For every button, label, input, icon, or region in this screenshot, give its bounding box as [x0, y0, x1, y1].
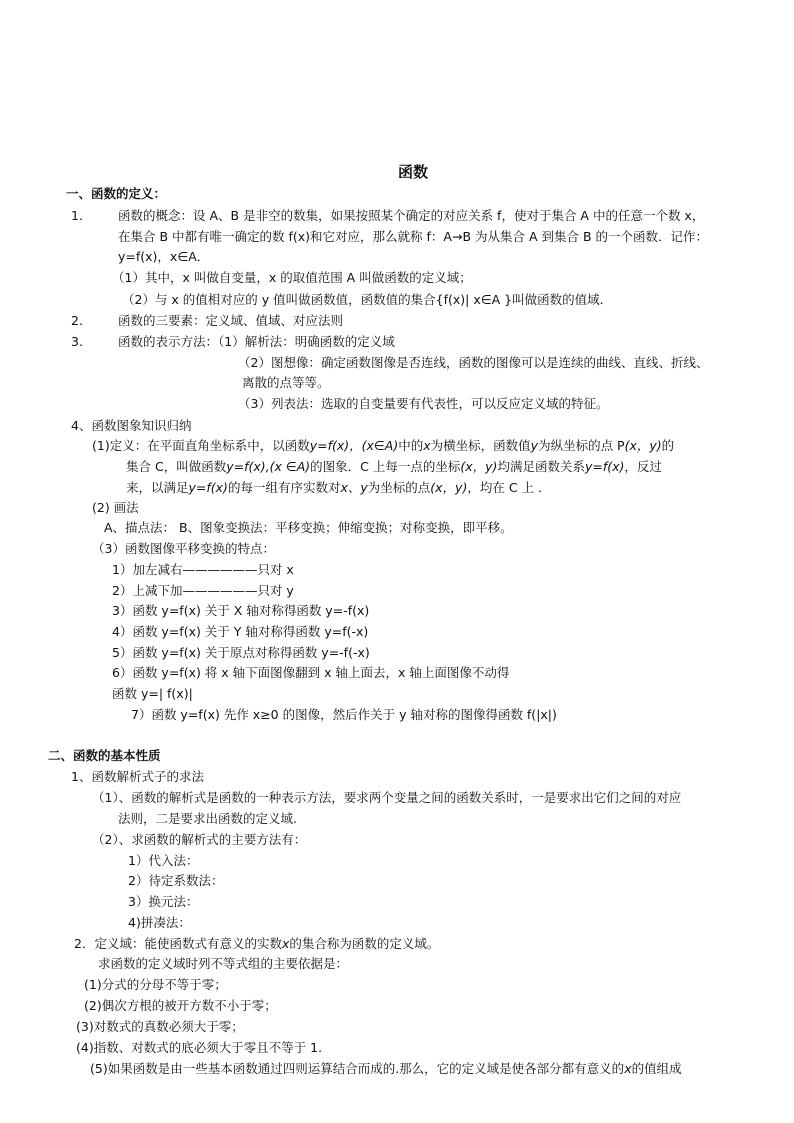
text-span: 的集合称为函数的定义域。 [289, 936, 440, 951]
s2-method-3: 3）换元法： [128, 894, 199, 909]
item-1-line-d: （1）其中，x 叫做自变量，x 的取值范围 A 叫做函数的定义域； [112, 270, 472, 285]
text-span: 的 [661, 438, 675, 453]
math-span: x [423, 438, 431, 453]
item-3-line-b: （2）图想像：确定函数图像是否连线，函数的图像可以是连续的曲线、直线、折线、 [238, 355, 709, 370]
math-span: x、y [340, 480, 368, 495]
transform-heading: （3）函数图像平移变换的特点： [92, 541, 275, 556]
drawing-method-heading: (2) 画法 [92, 500, 139, 515]
text-span: 中的 [398, 438, 424, 453]
item-3-line-d: （3）列表法：选取的自变量要有代表性，可以反应定义域的特征。 [238, 396, 609, 411]
s2-method-2: 2）待定系数法： [128, 873, 224, 888]
transform-rule-3: 3）函数 y=f(x) 关于 X 轴对称得函数 y=-f(x) [112, 603, 370, 618]
graph-definition-line-3 [126, 480, 551, 496]
item-1-line-a: 函数的概念：设 A、B 是非空的数集，如果按照某个确定的对应关系 f，使对于集合 A 中的任意一个数 x， [118, 208, 705, 223]
s2-condition-5 [90, 1061, 682, 1077]
item-2-number: 2. [71, 313, 83, 328]
text-span: 的每一组有序实数对 [227, 480, 341, 495]
item-3-line-c: 离散的点等等。 [242, 375, 330, 390]
math-span: x [624, 1061, 632, 1076]
item-1-number: 1. [71, 208, 83, 223]
s2-condition-2: (2)偶次方根的被开方数不小于零； [84, 998, 277, 1013]
transform-rule-1: 1）加左减右——————只对 x [112, 562, 294, 577]
page-title: 函数 [398, 163, 429, 181]
transform-rule-7: 7）函数 y=f(x) 先作 x≥0 的图像，然后作关于 y 轴对称的图像得函数 f(|x|) [131, 707, 557, 722]
item-3-number: 3. [71, 334, 83, 349]
math-span: (x，y) [624, 438, 662, 453]
s2-point-2 [74, 936, 439, 952]
drawing-methods: A、描点法： B、图象变换法：平移变换；伸缩变换；对称变换，即平移。 [104, 520, 513, 535]
s2-point-1a: （1）、函数的解析式是函数的一种表示方法，要求两个变量之间的函数关系时，一是要求出它们之间的对应 [92, 790, 682, 805]
item-1-line-b: 在集合 B 中都有唯一确定的数 f(x)和它对应，那么就称 f：A→B 为从集合 A 到集合 B 的一个函数．记作： [118, 229, 709, 244]
text-span: ，均在 C 上 ． [467, 480, 551, 495]
math-span: y [530, 438, 539, 453]
graph-definition-line-1 [92, 438, 674, 454]
graph-definition-line-2 [126, 459, 662, 475]
text-span: 集合 C，叫做函数 [126, 459, 227, 474]
text-span: 来，以满足 [126, 480, 189, 495]
text-span: 的值组成 [631, 1061, 682, 1076]
item-1-line-c: y=f(x)，x∈A． [118, 249, 210, 264]
text-span: 为横坐标，函数值 [430, 438, 531, 453]
transform-rule-2: 2）上减下加——————只对 y [112, 583, 294, 598]
text-span: 均满足函数关系 [497, 459, 585, 474]
math-span: (x，y) [460, 459, 498, 474]
text-span: 为纵坐标的点 P [538, 438, 625, 453]
section-1-heading: 一、函数的定义： [66, 186, 167, 201]
s2-condition-4: (4)指数、对数式的底必须大于零且不等于 1. [76, 1040, 323, 1055]
s2-condition-3: (3)对数式的真数必须大于零； [76, 1019, 244, 1034]
s2-method-1: 1）代入法： [128, 853, 199, 868]
transform-rule-4: 4）函数 y=f(x) 关于 Y 轴对称得函数 y=f(-x) [112, 624, 369, 639]
math-span: x [281, 936, 290, 951]
section-2-heading: 二、函数的基本性质 [48, 748, 161, 763]
text-span: 为坐标的点 [367, 480, 431, 495]
text-span: ，反过 [624, 459, 662, 474]
math-span: y=f(x),(x ∈A) [226, 459, 311, 474]
s2-condition-1: (1)分式的分母不等于零； [84, 977, 227, 992]
s2-point-1: 1、函数解析式子的求法 [71, 769, 204, 784]
text-span: 2．定义域：能使函数式有意义的实数 [74, 936, 282, 951]
item-3-line-a: 函数的表示方法：（1）解析法：明确函数的定义域 [118, 334, 395, 349]
transform-rule-6b: 函数 y=| f(x)| [112, 686, 193, 701]
s2-point-2d: 求函数的定义域时列不等式组的主要依据是： [98, 956, 349, 971]
s2-point-1b: 法则，二是要求出函数的定义域. [118, 811, 297, 826]
text-span: 的图象．C 上每一点的坐标 [310, 459, 461, 474]
text-span: (5)如果函数是由一些基本函数通过四则运算结合而成的.那么，它的定义域是使各部分都有意义的 [90, 1061, 625, 1076]
s2-point-1c: （2）、求函数的解析式的主要方法有： [92, 832, 307, 847]
item-2-text: 函数的三要素：定义域、值域、对应法则 [118, 313, 344, 328]
math-span: y=f(x)，(x∈A) [309, 438, 399, 453]
transform-rule-5: 5）函数 y=f(x) 关于原点对称得函数 y=-f(-x) [112, 645, 370, 660]
item-1-line-e: （2）与 x 的值相对应的 y 值叫做函数值，函数值的集合{f(x)| x∈A }叫做函数的值域． [122, 292, 613, 307]
math-span: y=f(x) [584, 459, 625, 474]
text-span: (1)定义：在平面直角坐标系中，以函数 [92, 438, 310, 453]
math-span: y=f(x) [188, 480, 228, 495]
s2-method-4: 4)拼凑法： [128, 915, 191, 930]
transform-rule-6: 6）函数 y=f(x) 将 x 轴下面图像翻到 x 轴上面去，x 轴上面图像不动得 [112, 665, 510, 680]
item-4-heading: 4、函数图象知识归纳 [71, 418, 192, 433]
math-span: (x，y) [430, 480, 468, 495]
